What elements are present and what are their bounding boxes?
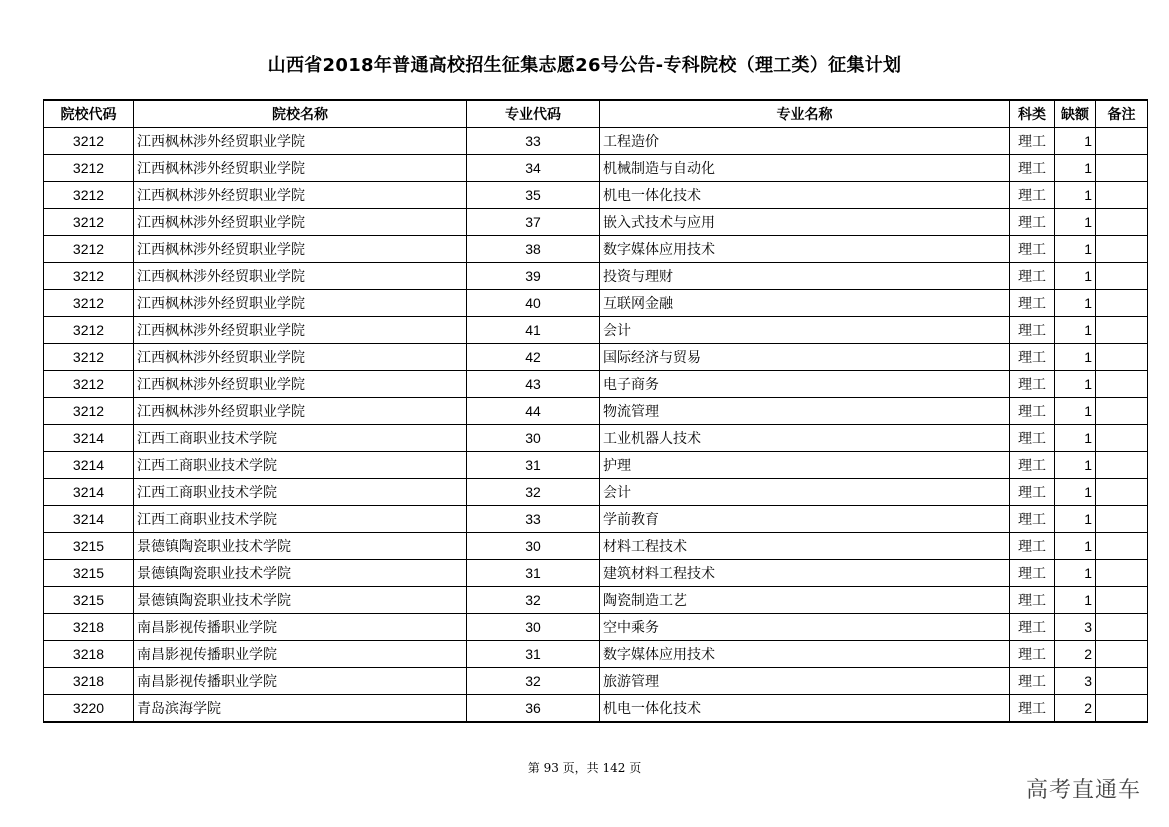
major-name-cell: 工业机器人技术	[600, 425, 1010, 452]
school-code-cell: 3212	[44, 371, 134, 398]
major-code-cell: 32	[467, 479, 600, 506]
major-name-cell: 护理	[600, 452, 1010, 479]
note-cell	[1096, 614, 1148, 641]
vacancy-cell: 1	[1055, 128, 1096, 155]
vacancy-cell: 1	[1055, 155, 1096, 182]
category-cell: 理工	[1010, 263, 1055, 290]
vacancy-cell: 1	[1055, 236, 1096, 263]
page-footer: 第 93 页，共 142 页	[527, 761, 642, 775]
major-code-cell: 32	[467, 587, 600, 614]
school-name-cell: 江西工商职业技术学院	[134, 425, 467, 452]
note-cell	[1096, 290, 1148, 317]
major-code-cell: 33	[467, 128, 600, 155]
category-cell: 理工	[1010, 155, 1055, 182]
note-cell	[1096, 425, 1148, 452]
table-row	[44, 506, 1148, 533]
major-code-cell: 33	[467, 506, 600, 533]
table-row	[44, 290, 1148, 317]
table-row	[44, 668, 1148, 695]
category-cell: 理工	[1010, 182, 1055, 209]
school-name-cell: 景德镇陶瓷职业技术学院	[134, 533, 467, 560]
vacancy-cell: 1	[1055, 587, 1096, 614]
category-cell: 理工	[1010, 533, 1055, 560]
major-code-cell: 38	[467, 236, 600, 263]
table-row	[44, 317, 1148, 344]
table-row	[44, 641, 1148, 668]
school-code-cell: 3220	[44, 695, 134, 723]
note-cell	[1096, 263, 1148, 290]
major-code-cell: 34	[467, 155, 600, 182]
major-code-cell: 31	[467, 641, 600, 668]
school-name-cell: 江西枫林涉外经贸职业学院	[134, 128, 467, 155]
school-name-cell: 江西枫林涉外经贸职业学院	[134, 236, 467, 263]
note-cell	[1096, 668, 1148, 695]
vacancy-cell: 1	[1055, 182, 1096, 209]
major-code-cell: 42	[467, 344, 600, 371]
category-cell: 理工	[1010, 452, 1055, 479]
school-code-cell: 3212	[44, 128, 134, 155]
school-code-cell: 3212	[44, 398, 134, 425]
note-cell	[1096, 452, 1148, 479]
page-title: 山西省2018年普通高校招生征集志愿26号公告-专科院校（理工类）征集计划	[267, 55, 902, 76]
major-name-cell: 物流管理	[600, 398, 1010, 425]
vacancy-cell: 3	[1055, 668, 1096, 695]
school-name-cell: 南昌影视传播职业学院	[134, 641, 467, 668]
category-cell: 理工	[1010, 317, 1055, 344]
school-name-cell: 江西枫林涉外经贸职业学院	[134, 317, 467, 344]
vacancy-cell: 1	[1055, 506, 1096, 533]
major-name-cell: 机电一体化技术	[600, 695, 1010, 723]
table-row	[44, 128, 1148, 155]
table-row	[44, 695, 1148, 723]
category-cell: 理工	[1010, 290, 1055, 317]
vacancy-cell: 3	[1055, 614, 1096, 641]
watermark: 高考直通车	[1025, 778, 1141, 803]
school-code-cell: 3212	[44, 182, 134, 209]
major-name-cell: 陶瓷制造工艺	[600, 587, 1010, 614]
vacancy-cell: 1	[1055, 344, 1096, 371]
school-name-cell: 江西枫林涉外经贸职业学院	[134, 398, 467, 425]
table-row	[44, 209, 1148, 236]
school-name-cell: 江西枫林涉外经贸职业学院	[134, 209, 467, 236]
table-body	[44, 128, 1148, 723]
category-cell: 理工	[1010, 587, 1055, 614]
header-vacancy: 缺额	[1055, 100, 1096, 128]
table-row	[44, 587, 1148, 614]
major-name-cell: 会计	[600, 317, 1010, 344]
note-cell	[1096, 641, 1148, 668]
header-category: 科类	[1010, 100, 1055, 128]
school-name-cell: 青岛滨海学院	[134, 695, 467, 723]
category-cell: 理工	[1010, 236, 1055, 263]
school-code-cell: 3214	[44, 479, 134, 506]
major-name-cell: 材料工程技术	[600, 533, 1010, 560]
major-name-cell: 机械制造与自动化	[600, 155, 1010, 182]
major-code-cell: 40	[467, 290, 600, 317]
category-cell: 理工	[1010, 479, 1055, 506]
note-cell	[1096, 560, 1148, 587]
major-code-cell: 30	[467, 425, 600, 452]
school-code-cell: 3218	[44, 614, 134, 641]
major-code-cell: 35	[467, 182, 600, 209]
major-code-cell: 31	[467, 452, 600, 479]
category-cell: 理工	[1010, 344, 1055, 371]
table-row	[44, 182, 1148, 209]
note-cell	[1096, 398, 1148, 425]
vacancy-cell: 1	[1055, 425, 1096, 452]
vacancy-cell: 1	[1055, 209, 1096, 236]
major-name-cell: 机电一体化技术	[600, 182, 1010, 209]
note-cell	[1096, 344, 1148, 371]
school-code-cell: 3214	[44, 425, 134, 452]
category-cell: 理工	[1010, 209, 1055, 236]
school-name-cell: 江西枫林涉外经贸职业学院	[134, 344, 467, 371]
major-name-cell: 国际经济与贸易	[600, 344, 1010, 371]
major-name-cell: 互联网金融	[600, 290, 1010, 317]
header-major-code: 专业代码	[467, 100, 600, 128]
major-code-cell: 36	[467, 695, 600, 723]
category-cell: 理工	[1010, 425, 1055, 452]
major-name-cell: 旅游管理	[600, 668, 1010, 695]
table-row	[44, 371, 1148, 398]
major-code-cell: 43	[467, 371, 600, 398]
category-cell: 理工	[1010, 506, 1055, 533]
vacancy-cell: 2	[1055, 641, 1096, 668]
major-code-cell: 37	[467, 209, 600, 236]
major-name-cell: 投资与理财	[600, 263, 1010, 290]
vacancy-cell: 1	[1055, 371, 1096, 398]
vacancy-cell: 1	[1055, 263, 1096, 290]
major-code-cell: 39	[467, 263, 600, 290]
vacancy-cell: 1	[1055, 560, 1096, 587]
school-name-cell: 江西枫林涉外经贸职业学院	[134, 182, 467, 209]
category-cell: 理工	[1010, 641, 1055, 668]
school-code-cell: 3212	[44, 344, 134, 371]
school-code-cell: 3215	[44, 587, 134, 614]
major-code-cell: 31	[467, 560, 600, 587]
school-name-cell: 江西工商职业技术学院	[134, 506, 467, 533]
major-name-cell: 电子商务	[600, 371, 1010, 398]
vacancy-cell: 1	[1055, 317, 1096, 344]
school-name-cell: 江西枫林涉外经贸职业学院	[134, 155, 467, 182]
category-cell: 理工	[1010, 560, 1055, 587]
major-name-cell: 数字媒体应用技术	[600, 236, 1010, 263]
school-name-cell: 江西工商职业技术学院	[134, 479, 467, 506]
table-row	[44, 263, 1148, 290]
note-cell	[1096, 128, 1148, 155]
note-cell	[1096, 371, 1148, 398]
table-row	[44, 614, 1148, 641]
school-name-cell: 景德镇陶瓷职业技术学院	[134, 560, 467, 587]
school-code-cell: 3212	[44, 209, 134, 236]
major-name-cell: 建筑材料工程技术	[600, 560, 1010, 587]
category-cell: 理工	[1010, 614, 1055, 641]
header-major-name: 专业名称	[600, 100, 1010, 128]
category-cell: 理工	[1010, 398, 1055, 425]
table-row	[44, 479, 1148, 506]
school-name-cell: 景德镇陶瓷职业技术学院	[134, 587, 467, 614]
school-name-cell: 江西枫林涉外经贸职业学院	[134, 290, 467, 317]
school-code-cell: 3212	[44, 317, 134, 344]
school-code-cell: 3214	[44, 452, 134, 479]
vacancy-cell: 1	[1055, 290, 1096, 317]
note-cell	[1096, 155, 1148, 182]
major-code-cell: 44	[467, 398, 600, 425]
school-code-cell: 3212	[44, 155, 134, 182]
table-row	[44, 533, 1148, 560]
school-name-cell: 南昌影视传播职业学院	[134, 668, 467, 695]
category-cell: 理工	[1010, 668, 1055, 695]
vacancy-cell: 1	[1055, 398, 1096, 425]
enrollment-plan-table	[43, 99, 1148, 723]
major-name-cell: 工程造价	[600, 128, 1010, 155]
school-code-cell: 3215	[44, 533, 134, 560]
header-note: 备注	[1096, 100, 1148, 128]
major-name-cell: 数字媒体应用技术	[600, 641, 1010, 668]
vacancy-cell: 1	[1055, 452, 1096, 479]
school-code-cell: 3214	[44, 506, 134, 533]
table-header-row	[44, 100, 1148, 128]
school-code-cell: 3215	[44, 560, 134, 587]
major-name-cell: 会计	[600, 479, 1010, 506]
table-row	[44, 425, 1148, 452]
major-name-cell: 学前教育	[600, 506, 1010, 533]
school-code-cell: 3212	[44, 236, 134, 263]
table-row	[44, 344, 1148, 371]
category-cell: 理工	[1010, 695, 1055, 723]
category-cell: 理工	[1010, 371, 1055, 398]
school-name-cell: 江西枫林涉外经贸职业学院	[134, 263, 467, 290]
note-cell	[1096, 236, 1148, 263]
school-name-cell: 江西工商职业技术学院	[134, 452, 467, 479]
vacancy-cell: 1	[1055, 479, 1096, 506]
note-cell	[1096, 587, 1148, 614]
note-cell	[1096, 479, 1148, 506]
table-row	[44, 155, 1148, 182]
vacancy-cell: 1	[1055, 533, 1096, 560]
table-row	[44, 452, 1148, 479]
header-school-name: 院校名称	[134, 100, 467, 128]
header-school-code: 院校代码	[44, 100, 134, 128]
school-code-cell: 3212	[44, 290, 134, 317]
note-cell	[1096, 506, 1148, 533]
note-cell	[1096, 695, 1148, 723]
note-cell	[1096, 209, 1148, 236]
school-code-cell: 3212	[44, 263, 134, 290]
note-cell	[1096, 182, 1148, 209]
school-name-cell: 江西枫林涉外经贸职业学院	[134, 371, 467, 398]
major-name-cell: 嵌入式技术与应用	[600, 209, 1010, 236]
school-code-cell: 3218	[44, 668, 134, 695]
major-code-cell: 30	[467, 533, 600, 560]
major-name-cell: 空中乘务	[600, 614, 1010, 641]
table-row	[44, 236, 1148, 263]
category-cell: 理工	[1010, 128, 1055, 155]
table-row	[44, 560, 1148, 587]
school-code-cell: 3218	[44, 641, 134, 668]
major-code-cell: 32	[467, 668, 600, 695]
major-code-cell: 30	[467, 614, 600, 641]
school-name-cell: 南昌影视传播职业学院	[134, 614, 467, 641]
note-cell	[1096, 533, 1148, 560]
note-cell	[1096, 317, 1148, 344]
table-row	[44, 398, 1148, 425]
major-code-cell: 41	[467, 317, 600, 344]
vacancy-cell: 2	[1055, 695, 1096, 723]
